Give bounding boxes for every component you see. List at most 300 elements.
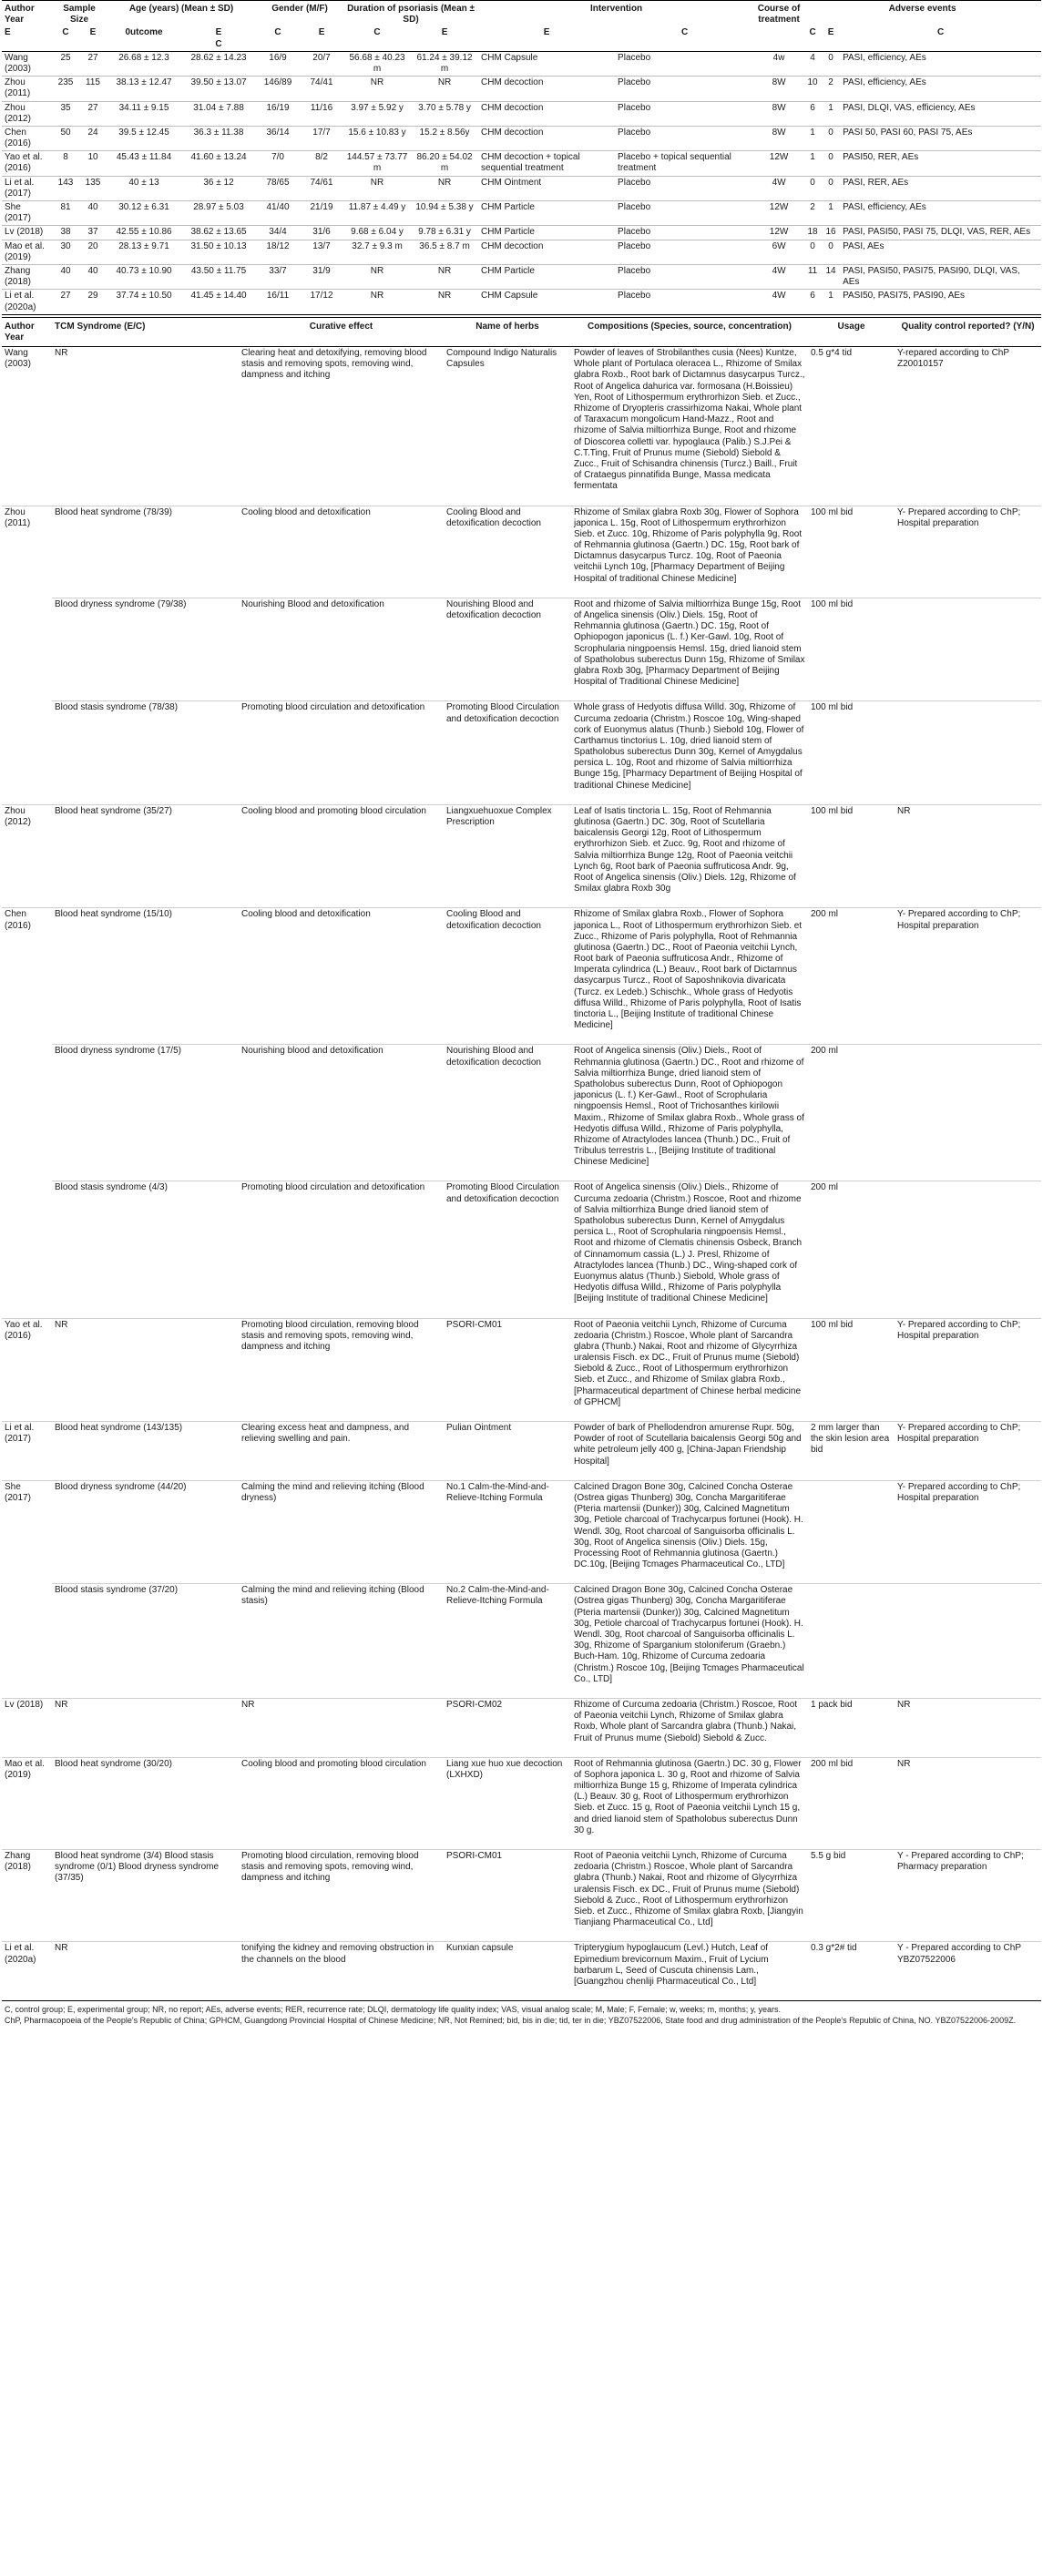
header-duration-e: E [411,26,478,51]
study-cell: 1 [803,151,822,176]
herb-row [2,908,1041,1045]
study-cell: 1 [822,201,840,226]
study-cell: 40 [79,201,107,226]
study-cell: 12W [754,201,803,226]
herb-cell-usage [808,1480,895,1584]
herb-cell-herbs: No.1 Calm-the-Mind-and-Relieve-Itching Formula [444,1480,571,1584]
herb-cell-quality [895,1584,1041,1699]
herb-cell-syndrome: NR [52,347,239,506]
study-cell: 17/7 [300,126,343,150]
study-cell: PASI 50, PASI 60, PASI 75, AEs [840,126,1041,150]
herb-cell-author: Zhou (2011) [2,506,52,598]
study-cell: Chen (2016) [2,126,52,150]
study-cell: CHM decoction [478,101,615,126]
study-cell: PASI, RER, AEs [840,176,1041,200]
study-cell: 1 [822,290,840,314]
herb-cell-herbs: Kunxian capsule [444,1942,571,2001]
study-cell: Li et al. (2017) [2,176,52,200]
herb-cell-quality: Y-repared according to ChP Z20010157 [895,347,1041,506]
header-duration: Duration of psoriasis (Mean ± SD) [347,4,475,26]
herb-cell-author: Lv (2018) [2,1698,52,1757]
herb-cell-author [2,598,52,701]
study-cell: 16 [822,226,840,240]
study-cell: 11.87 ± 4.49 y [343,201,411,226]
herb-row [2,1757,1041,1849]
header-age-outcome: 0utcome [107,26,181,51]
study-cell: NR [343,264,411,289]
study-cell: Placebo [615,240,754,264]
study-cell: 34.11 ± 9.15 [107,101,181,126]
header-intervention-c: C [615,26,754,51]
herb-cell-comp: Root of Paeonia veitchii Lynch, Rhizome of Curcuma zedoaria (Christm.) Roscoe, Whole plant of Sarcandra glabra (Thunb.) Nakai, Root and rhizome of Glycyrrhiza uralensis Fisch. ex DC., Fruit of Prunus mume (Siebold) Siebold & Zucc., Root of Lithospermum erythrorhizon Sieb. et Zucc., Rhizome of Smilax glabra Roxb, [Jiangyin Tianjiang Pharmaceutical Co., Ltd] [571,1850,808,1942]
study-cell: 235 [52,77,79,101]
header2-effect: Curative effect [239,317,444,346]
header-gender-c: C [256,26,300,51]
study-cell: 0 [803,176,822,200]
study-cell: 20/7 [300,51,343,76]
herb-cell-author [2,1045,52,1181]
study-cell: Wang (2003) [2,51,52,76]
study-cell: 13/7 [300,240,343,264]
herb-cell-effect: Clearing heat and detoxifying, removing blood stasis and removing spots, removing wind, dampness and itching [239,347,444,506]
study-cell: 61.24 ± 39.12 m [411,51,478,76]
herb-cell-comp: Calcined Dragon Bone 30g, Calcined Concha Osterae (Ostrea gigas Thunberg) 30g, Concha Margaritiferae (Pteria martensii (Dunker)) 30g, Calcined Magnetitum 30g, Petiole charcoal of Trachycarpus fortunei (Hook). H. Wendl. 30g, Root charcoal of Sanguisorba officinalis L. 30g, Root of Angelica sinensis (Oliv.) Diels. 15g, Processing Root of Rehmannia glutinosa (Gaertn.) DC.10g, [Beijing Tcmages Pharmaceutical Co., LTD] [571,1480,808,1584]
study-cell: 6 [803,101,822,126]
study-cell: 0 [822,51,840,76]
study-cell: 3.97 ± 5.92 y [343,101,411,126]
study-cell: 28.97 ± 5.03 [181,201,256,226]
study-cell: 16/9 [256,51,300,76]
herb-row [2,1422,1041,1481]
herb-cell-effect: tonifying the kidney and removing obstruction in the channels on the blood [239,1942,444,2001]
study-cell: 135 [79,176,107,200]
study-cell: 143 [52,176,79,200]
study-cell: NR [411,77,478,101]
study-cell: PASI50, RER, AEs [840,151,1041,176]
study-cell: 16/11 [256,290,300,314]
study-cell: 37 [79,226,107,240]
study-cell: PASI, efficiency, AEs [840,51,1041,76]
study-cell: She (2017) [2,201,52,226]
study-cell: 0 [803,240,822,264]
herb-cell-comp: Rhizome of Smilax glabra Roxb., Flower of Sophora japonica L., Root of Lithospermum erythrorhizon Sieb. et Zucc., Rhizome of Paris polyphylla, Root of Rehmannia glutinosa (Gaertn.) DC., Root of Paeonia veitchii Lynch, Root bark of Paeonia suffruticosa Andr., Rhizome of Imperata cylindrica (L.) Beauv., Root bark of Dictamnus dasycarpus Turcz., Root of Saposhnikovia divaricata (Turcz. ex Ledeb.) Schischk., Whole grass of Hedyotis diffusa Willd., Rhizome of Paris polyphylla, Root of Isatis tinctoria L., [Beijing Institute of traditional Chinese Medicine] [571,908,808,1045]
study-cell: 38.62 ± 13.65 [181,226,256,240]
study-cell: 25 [52,51,79,76]
herb-cell-syndrome: Blood stasis syndrome (37/20) [52,1584,239,1699]
study-cell: 7/0 [256,151,300,176]
study-cell: 45.43 ± 11.84 [107,151,181,176]
study-cell: Placebo [615,290,754,314]
study-cell: 15.2 ± 8.56y [411,126,478,150]
herb-cell-comp: Root of Rehmannia glutinosa (Gaertn.) DC. 30 g, Flower of Sophora japonica L. 30 g, Root and rhizome of Salvia miltiorrhiza Bunge 15 g, Rhizome of Imperata cylindrica (L.) Beauv. 30 g, Root of Lithospermum erythrorhizon Sieb. et Zucc. 15 g, Root of Paeonia veitchii Lynch 15 g, and dried lianoid stem of Spatholobus suberectus Dunn 30 g. [571,1757,808,1849]
study-cell: 8 [52,151,79,176]
study-cell: 33/7 [256,264,300,289]
herb-row [2,1181,1041,1318]
study-cell: 40 [79,264,107,289]
herb-cell-quality: NR [895,804,1041,908]
study-cell: 27 [79,51,107,76]
header-duration-c: C [343,26,411,51]
study-cell: 38.13 ± 12.47 [107,77,181,101]
herb-cell-author: She (2017) [2,1480,52,1584]
herb-cell-effect: Promoting blood circulation and detoxification [239,701,444,805]
herb-cell-comp: Rhizome of Curcuma zedoaria (Christm.) Roscoe, Root of Paeonia veitchii Lynch, Rhizome of Smilax glabra Roxb, Whole plant of Sarcandra glabra (Thunb.) Nakai, Fruit of Prunus mume (Siebold) Siebold & Zucc. [571,1698,808,1757]
herb-cell-quality: Y - Prepared according to ChP; Pharmacy preparation [895,1850,1041,1942]
header-age-ec: E C [181,26,256,51]
herb-cell-quality: Y- Prepared according to ChP; Hospital preparation [895,1318,1041,1422]
study-cell: CHM Particle [478,226,615,240]
study-row [2,51,1041,76]
study-cell: 0 [822,151,840,176]
herb-cell-comp: Root and rhizome of Salvia miltiorrhiza Bunge 15g, Root of Angelica sinensis (Oliv.) Diels. 15g, Root of Rehmannia glutinosa (Gaertn.) DC. 15g, Root of Ophiopogon japonicus (L. f.) Ker-Gawl. 10g, Root of Scrophularia ningpoensis Hemsl. 15g, dried lianoid stem of Spatholobus suberectus Dunn 15g, Rhizome of Smilax glabra Roxb 30g, [Pharmacy Department of Beijing Hospital of Traditional Chinese Medicine] [571,598,808,701]
study-cell: 27 [52,290,79,314]
herb-cell-usage: 200 ml [808,1045,895,1181]
header-intervention-e: E [478,26,615,51]
study-cell: 8W [754,101,803,126]
study-cell: 36/14 [256,126,300,150]
herb-cell-effect: Promoting blood circulation, removing blood stasis and removing spots, removing wind, dampness and itching [239,1850,444,1942]
study-cell: 31.04 ± 7.88 [181,101,256,126]
study-cell: Zhou (2011) [2,77,52,101]
study-cell: 74/61 [300,176,343,200]
herb-cell-syndrome: NR [52,1698,239,1757]
herb-cell-quality: NR [895,1698,1041,1757]
herb-row [2,1698,1041,1757]
study-cell: PASI, efficiency, AEs [840,77,1041,101]
herb-cell-author [2,1584,52,1699]
herb-row [2,1318,1041,1422]
study-cell: 34/4 [256,226,300,240]
herb-cell-quality: Y- Prepared according to ChP; Hospital preparation [895,908,1041,1045]
study-row [2,176,1041,200]
study-cell: 36.5 ± 8.7 m [411,240,478,264]
study-rows [2,51,1041,314]
herb-cell-quality: Y- Prepared according to ChP; Hospital preparation [895,506,1041,598]
herb-composition-table [2,317,1041,2001]
header2-author-year: Author Year [2,317,52,346]
study-cell: 38 [52,226,79,240]
herb-row [2,1045,1041,1181]
study-cell: 86.20 ± 54.02 m [411,151,478,176]
study-row [2,101,1041,126]
herb-cell-effect: Promoting blood circulation and detoxification [239,1181,444,1318]
herb-row [2,1480,1041,1584]
herb-cell-herbs: Nourishing Blood and detoxification decoction [444,598,571,701]
study-cell: 12W [754,226,803,240]
study-cell: 15.6 ± 10.83 y [343,126,411,150]
herb-cell-effect: Calming the mind and relieving itching (Blood dryness) [239,1480,444,1584]
herb-cell-effect: Nourishing blood and detoxification [239,1045,444,1181]
study-cell: 10.94 ± 5.38 y [411,201,478,226]
herb-cell-herbs: Compound Indigo Naturalis Capsules [444,347,571,506]
herb-cell-comp: Whole grass of Hedyotis diffusa Willd. 30g, Rhizome of Curcuma zedoaria (Christm.) Roscoe 10g, Wing-shaped cork of Euonymus alatus (Thunb.) Siebold 10g, Flower of Carthamus tinctorius L. 10g, dried lianoid stem of Spatholobus suberectus Dunn 30g, Kernel of Amygdalus persica L. 10g, Root and rhizome of Salvia miltiorrhiza Bunge 15g, [Pharmacy Department of Beijing Hospital of traditional Chinese Medicine] [571,701,808,805]
study-cell: 27 [79,101,107,126]
herb-cell-quality [895,701,1041,805]
study-cell: 81 [52,201,79,226]
study-cell: CHM Particle [478,264,615,289]
herb-cell-comp: Root of Angelica sinensis (Oliv.) Diels., Rhizome of Curcuma zedoaria (Christm.) Roscoe, Root and rhizome of Salvia miltiorrhiza Bunge dried lianoid stem of Spatholobus suberectus Dunn, Kernel of Amygdalus persica L., Root of Scrophularia ningpoensis Hemsl., Root and rhizome of Clematis chinensis Osbeck, Branch of Cinnamomum cassia (L.) J. Presl, Rhizome of Atractylodes lancea (Thunb.) DC., Wing-shaped cork of Euonymus alatus (Thunb.) Siebold, Whole grass of Hedyotis diffusa Willd., Rhizome of Paris polyphylla [Beijing Institute of traditional Chinese Medicine] [571,1181,808,1318]
herb-cell-effect: Cooling blood and detoxification [239,506,444,598]
study-row [2,290,1041,314]
study-cell: CHM Capsule [478,51,615,76]
study-cell: 14 [822,264,840,289]
study-cell: 0 [822,176,840,200]
study-characteristics-table [2,0,1041,315]
study-cell: Placebo [615,101,754,126]
study-cell: 6W [754,240,803,264]
footnote-abbrev2: ChP, Pharmacopoeia of the People's Republic of China; GPHCM, Guangdong Provincial Hospital of Chinese Medicine; NR, Not Remined; bid, bis in die; tid, ter in die; YBZ07522006, State food and drug administration of the People's Republic of China, NO. YBZ07522006-2009Z. [5,2015,1017,2025]
study-cell: 50 [52,126,79,150]
herb-cell-author: Zhou (2012) [2,804,52,908]
herb-cell-usage: 100 ml bid [808,506,895,598]
herb-cell-usage: 100 ml bid [808,701,895,805]
study-cell: CHM decoction [478,240,615,264]
study-cell: 18 [803,226,822,240]
herb-cell-quality: NR [895,1757,1041,1849]
header-ae-e: E [822,26,840,51]
herb-row [2,701,1041,805]
study-row [2,240,1041,264]
herb-cell-herbs: Promoting Blood Circulation and detoxification decoction [444,701,571,805]
header2-quality: Quality control reported? (Y/N) [895,317,1041,346]
study-row [2,264,1041,289]
study-cell: 35 [52,101,79,126]
herb-cell-usage: 0.3 g*2# tid [808,1942,895,2001]
header-course-blank [754,26,803,51]
study-cell: CHM decoction [478,77,615,101]
herb-cell-syndrome: NR [52,1318,239,1422]
herb-cell-author: Chen (2016) [2,908,52,1045]
study-cell: Zhou (2012) [2,101,52,126]
study-cell: CHM Capsule [478,290,615,314]
study-cell: Placebo + topical sequential treatment [615,151,754,176]
herb-cell-herbs: PSORI-CM01 [444,1318,571,1422]
herb-cell-syndrome: Blood heat syndrome (78/39) [52,506,239,598]
study-cell: Placebo [615,176,754,200]
study-cell: PASI, AEs [840,240,1041,264]
study-cell: 31/9 [300,264,343,289]
herb-cell-syndrome: Blood stasis syndrome (4/3) [52,1181,239,1318]
herb-cell-usage: 100 ml bid [808,804,895,908]
study-cell: 1 [822,101,840,126]
study-cell: 21/19 [300,201,343,226]
study-cell: PASI, PASI50, PASI75, PASI90, DLQI, VAS, AEs [840,264,1041,289]
herb-cell-comp: Rhizome of Smilax glabra Roxb 30g, Flower of Sophora japonica L. 15g, Root of Lithospermum erythrorhizon Sieb. et Zucc. 10g, Rhizome of Paris polyphylla 9g, Root of Rehmannia glutinosa (Gaertn.) DC. 15g, Root bark of Dictamnus dasycarpus Turcz. 10g, Root of Paeonia veitchii Lynch 10g, [Pharmacy Department of Beijing Hospital of traditional Chinese Medicine] [571,506,808,598]
herb-cell-effect: Calming the mind and relieving itching (Blood stasis) [239,1584,444,1699]
study-cell: PASI50, PASI75, PASI90, AEs [840,290,1041,314]
study-cell: NR [343,77,411,101]
study-cell: 31.50 ± 10.13 [181,240,256,264]
study-cell: Placebo [615,126,754,150]
header-gender: Gender (M/F) [271,4,328,14]
herb-cell-author: Wang (2003) [2,347,52,506]
study-cell: 40 ± 13 [107,176,181,200]
study-cell: 8W [754,126,803,150]
header-ae-c: C [803,26,822,51]
herb-cell-herbs: Nourishing Blood and detoxification decoction [444,1045,571,1181]
herb-cell-quality: Y- Prepared according to ChP; Hospital preparation [895,1422,1041,1481]
study-cell: 41.45 ± 14.40 [181,290,256,314]
study-cell: CHM Particle [478,201,615,226]
herb-cell-herbs: Liangxuehuoxue Complex Prescription [444,804,571,908]
herb-row [2,1942,1041,2001]
herb-cell-herbs: Liang xue huo xue decoction (LXHXD) [444,1757,571,1849]
study-cell: 41.60 ± 13.24 [181,151,256,176]
study-cell: Yao et al. (2016) [2,151,52,176]
study-cell: 20 [79,240,107,264]
herb-cell-effect: Nourishing Blood and detoxification [239,598,444,701]
footnote-abbrev: C, control group; E, experimental group; NR, no report; AEs, adverse events; RER, recurrence rate; DLQI, dermatology life quality index; VAS, visual analog scale; M, Male; F, Female; w, weeks; m, months; y, years. [5,2005,782,2015]
study-cell: 6 [803,290,822,314]
study-cell: Placebo [615,77,754,101]
herb-cell-comp: Root of Paeonia veitchii Lynch, Rhizome of Curcuma zedoaria (Christm.) Roscoe, Whole plant of Sarcandra glabra (Thunb.) Nakai, Root and rhizome of Glycyrrhiza uralensis Fisch. ex DC., Fruit of Prunus mume (Siebold) Siebold & Zucc., Root of Lithospermum erythrorhizon Sieb. et Zucc., and Rhizome of Smilax glabra Roxb., [Pharmaceutical department of Chinese herbal medicine of GPHCM] [571,1318,808,1422]
herb-cell-comp: Powder of bark of Phellodendron amurense Rupr. 50g, Powder of root of Scutellaria baicalensis Georgi 50g and white petroleum jelly 400 g, [China-Japan Friendship Hospital] [571,1422,808,1481]
herb-cell-effect: Clearing excess heat and dampness, and relieving swelling and pain. [239,1422,444,1481]
study-row [2,226,1041,240]
herb-cell-effect: Cooling blood and promoting blood circulation [239,1757,444,1849]
herb-cell-usage [808,1584,895,1699]
study-cell: 42.55 ± 10.86 [107,226,181,240]
study-cell: 4W [754,264,803,289]
herb-row [2,506,1041,598]
study-cell: 144.57 ± 73.77 m [343,151,411,176]
study-cell: Placebo [615,51,754,76]
study-cell: CHM Ointment [478,176,615,200]
study-cell: 43.50 ± 11.75 [181,264,256,289]
header-course: Course of treatment [757,4,801,26]
herb-cell-author: Zhang (2018) [2,1850,52,1942]
study-cell: 2 [803,201,822,226]
herb-cell-syndrome: Blood heat syndrome (35/27) [52,804,239,908]
study-cell: 37.74 ± 10.50 [107,290,181,314]
study-row [2,151,1041,176]
herb-row [2,347,1041,506]
study-cell: 16/19 [256,101,300,126]
herb-cell-comp: Tripterygium hypoglaucum (Levl.) Hutch, Leaf of Epimedium brevicornum Maxim., Fruit of Lycium barbarum L, Seed of Cuscuta chinensis Lam., [Guangzhou chenliji Pharmaceutical Co., Ltd] [571,1942,808,2001]
study-cell: 12W [754,151,803,176]
study-cell: 30 [52,240,79,264]
study-cell: CHM decoction [478,126,615,150]
study-cell: 74/41 [300,77,343,101]
herb-cell-syndrome: Blood dryness syndrome (17/5) [52,1045,239,1181]
herb-cell-syndrome: Blood stasis syndrome (78/38) [52,701,239,805]
study-cell: Placebo [615,264,754,289]
study-row [2,77,1041,101]
header-gender-e: E [300,26,343,51]
herb-cell-syndrome: Blood heat syndrome (143/135) [52,1422,239,1481]
header2-usage: Usage [808,317,895,346]
study-cell: 36 ± 12 [181,176,256,200]
herb-cell-effect: NR [239,1698,444,1757]
study-cell: CHM decoction + topical sequential treatment [478,151,615,176]
study-cell: 41/40 [256,201,300,226]
study-cell: 3.70 ± 5.78 y [411,101,478,126]
herb-cell-herbs: Cooling Blood and detoxification decoction [444,506,571,598]
study-cell: NR [411,290,478,314]
study-cell: 146/89 [256,77,300,101]
study-cell: 8W [754,77,803,101]
study-cell: 1 [803,126,822,150]
study-cell: 17/12 [300,290,343,314]
herb-cell-usage: 200 ml bid [808,1757,895,1849]
study-cell: Placebo [615,226,754,240]
herb-cell-author: Mao et al. (2019) [2,1757,52,1849]
study-cell: 4W [754,290,803,314]
herb-cell-herbs: PSORI-CM02 [444,1698,571,1757]
herb-row [2,1850,1041,1942]
study-cell: 4W [754,176,803,200]
study-cell: Mao et al. (2019) [2,240,52,264]
herb-cell-effect: Cooling blood and detoxification [239,908,444,1045]
study-row [2,201,1041,226]
herb-cell-author: Li et al. (2017) [2,1422,52,1481]
herb-cell-syndrome: Blood heat syndrome (3/4) Blood stasis syndrome (0/1) Blood dryness syndrome (37/35) [52,1850,239,1942]
herb-cell-usage: 0.5 g*4 tid [808,347,895,506]
study-cell: 10 [79,151,107,176]
herb-cell-syndrome: NR [52,1942,239,2001]
herb-rows [2,347,1041,2001]
study-cell: PASI, DLQI, VAS, efficiency, AEs [840,101,1041,126]
study-cell: NR [343,176,411,200]
study-cell: NR [411,176,478,200]
herb-cell-syndrome: Blood heat syndrome (15/10) [52,908,239,1045]
study-cell: 11/16 [300,101,343,126]
header-age: Age (years) (Mean ± SD) [128,4,234,14]
herb-cell-usage: 200 ml [808,908,895,1045]
herb-cell-herbs: Promoting Blood Circulation and detoxification decoction [444,1181,571,1318]
herb-cell-herbs: PSORI-CM01 [444,1850,571,1942]
header-sample-size: Sample Size [63,4,96,26]
study-cell: 30.12 ± 6.31 [107,201,181,226]
herb-cell-herbs: Pulian Ointment [444,1422,571,1481]
study-cell: 8/2 [300,151,343,176]
study-cell: Placebo [615,201,754,226]
study-cell: 39.5 ± 12.45 [107,126,181,150]
study-cell: 32.7 ± 9.3 m [343,240,411,264]
footnote [2,2001,1041,2026]
header2-herbs: Name of herbs [444,317,571,346]
herb-cell-comp: Powder of leaves of Strobilanthes cusia (Nees) Kuntze, Whole plant of Portulaca oleracea L., Rhizome of Smilax glabra Roxb., Root bark of Dictamnus dasycarpus Turcz., Root of Angelica dahurica var. formosana (H.Boissieu) Yen, Root of Lithospermum erythrorhizon Sieb. et Zucc., Rhizome of Dryopteris crassirhizoma Nakai, Whole plant of Taraxacum mongolicum Hand-Mazz., Root and rhizome of Salvia miltiorrhiza Bunge, Root and rhizome of Dioscorea colletti var. hypoglauca (Palib.) S.J.Pei & C.T.Ting, Fruit of Prunus mume (Siebold) Siebold & Zucc., Fruit of Schisandra chinensis (Turcz.) Baill., Fruit of Crataegus pinnatifida Bunge, Massa medicata fermentata [571,347,808,506]
study-cell: 4 [803,51,822,76]
study-cell: NR [343,290,411,314]
study-cell: 2 [822,77,840,101]
herb-cell-quality [895,1045,1041,1181]
herb-cell-syndrome: Blood dryness syndrome (44/20) [52,1480,239,1584]
study-cell: 4w [754,51,803,76]
herb-row [2,1584,1041,1699]
study-cell: PASI, PASI50, PASI 75, DLQI, VAS, RER, AEs [840,226,1041,240]
herb-cell-effect: Cooling blood and promoting blood circulation [239,804,444,908]
herb-cell-usage: 5.5 g bid [808,1850,895,1942]
study-cell: Lv (2018) [2,226,52,240]
herb-cell-syndrome: Blood dryness syndrome (79/38) [52,598,239,701]
study-cell: PASI, efficiency, AEs [840,201,1041,226]
herb-cell-quality: Y- Prepared according to ChP; Hospital preparation [895,1480,1041,1584]
study-row [2,126,1041,150]
study-cell: 39.50 ± 13.07 [181,77,256,101]
herb-cell-author: Yao et al. (2016) [2,1318,52,1422]
study-cell: NR [411,264,478,289]
study-cell: 56.68 ± 40.23 m [343,51,411,76]
study-cell: 18/12 [256,240,300,264]
study-cell: 0 [822,126,840,150]
herb-cell-usage: 100 ml bid [808,598,895,701]
header-author-sub: E [2,26,52,51]
herb-cell-usage: 200 ml [808,1181,895,1318]
herb-row [2,804,1041,908]
herb-cell-effect: Promoting blood circulation, removing blood stasis and removing spots, removing wind, dampness and itching [239,1318,444,1422]
header-author-year: Author Year [5,4,35,26]
